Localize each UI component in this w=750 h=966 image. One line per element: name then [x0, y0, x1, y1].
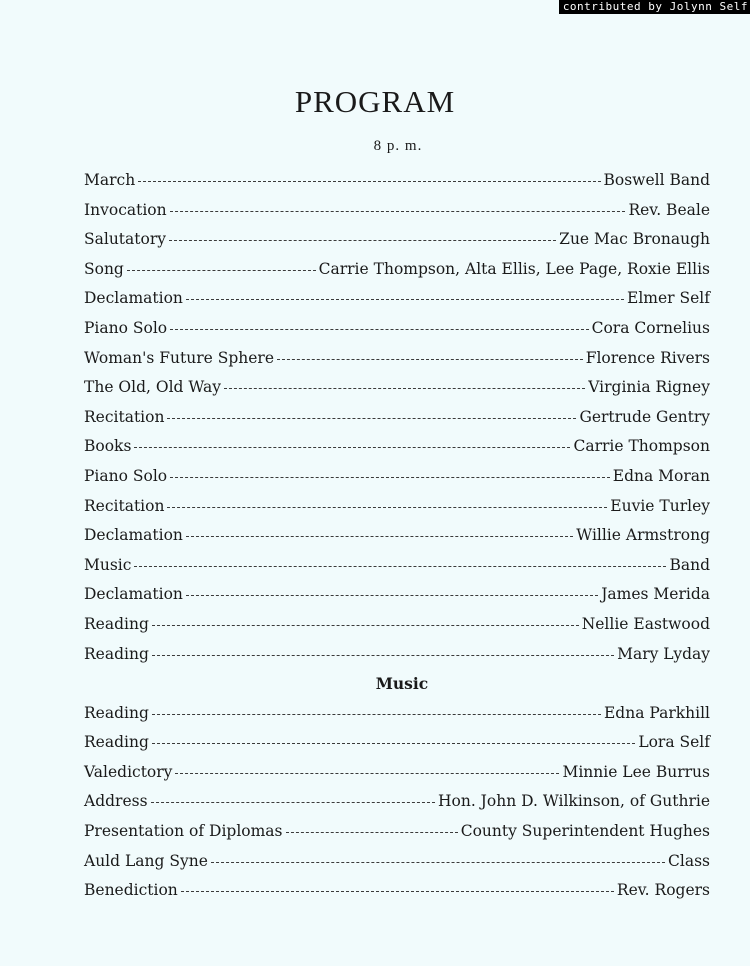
item-label: Reading	[84, 614, 149, 633]
dotted-leader	[186, 299, 624, 300]
item-performer: Minnie Lee Burrus	[562, 762, 710, 781]
item-performer: County Superintendent Hughes	[460, 822, 710, 841]
item-label: Piano Solo	[84, 318, 168, 337]
dotted-leader	[170, 477, 610, 478]
item-performer: Euvie Turley	[610, 496, 710, 515]
dotted-leader	[167, 507, 607, 508]
item-performer: Florence Rivers	[585, 348, 710, 367]
program-item	[84, 585, 710, 615]
item-label: Song	[84, 259, 124, 278]
program-item	[84, 319, 710, 349]
program-item	[84, 230, 710, 260]
program-item	[84, 467, 710, 497]
item-label: Valedictory	[84, 762, 173, 781]
item-performer: Zue Mac Bronaugh	[559, 230, 710, 249]
dotted-leader	[175, 773, 559, 774]
item-label: Salutatory	[84, 230, 166, 249]
item-label: Reading	[84, 703, 149, 722]
item-performer: Gertrude Gentry	[579, 407, 710, 426]
program-item	[84, 763, 710, 793]
item-performer: James Merida	[601, 585, 710, 604]
page-title: PROGRAM	[294, 84, 456, 119]
item-performer: Lora Self	[638, 733, 710, 752]
item-performer: Elmer Self	[627, 289, 710, 308]
dotted-leader	[181, 891, 614, 892]
item-performer: Edna Moran	[612, 466, 710, 485]
item-performer: Mary Lyday	[617, 644, 710, 663]
item-performer: Edna Parkhill	[603, 703, 710, 722]
item-label: Declamation	[84, 526, 183, 545]
dotted-leader	[170, 329, 589, 330]
program-item	[84, 852, 710, 882]
program-item	[84, 289, 710, 319]
dotted-leader	[286, 832, 458, 833]
program-item	[84, 792, 710, 822]
program-time: 8 p. m.	[373, 138, 423, 154]
dotted-leader	[186, 536, 573, 537]
item-performer: Class	[668, 851, 710, 870]
program-item	[84, 260, 710, 290]
dotted-leader	[127, 270, 316, 271]
credit-banner: contributed by Jolynn Self	[559, 0, 750, 14]
dotted-leader	[169, 240, 556, 241]
item-label: Woman's Future Sphere	[84, 348, 275, 367]
item-performer: Rev. Rogers	[616, 881, 710, 900]
program-item	[84, 378, 710, 408]
program-item	[84, 822, 710, 852]
dotted-leader	[170, 211, 626, 212]
item-label: Piano Solo	[84, 466, 168, 485]
item-performer: Carrie Thompson	[573, 437, 710, 456]
item-label: Reading	[84, 644, 149, 663]
program-list	[84, 171, 710, 911]
item-performer: Virginia Rigney	[588, 378, 710, 397]
program-item	[84, 171, 710, 201]
item-label: Recitation	[84, 496, 165, 515]
item-label: March	[84, 171, 136, 189]
program-item	[84, 615, 710, 645]
item-performer: Carrie Thompson, Alta Ellis, Lee Page, Roxie Ellis	[318, 259, 710, 278]
item-label: Books	[84, 437, 132, 456]
section-heading: Music	[375, 674, 429, 694]
item-performer: Nellie Eastwood	[581, 614, 710, 633]
program-item	[84, 201, 710, 231]
program-item	[84, 704, 710, 734]
dotted-leader	[152, 655, 614, 656]
item-performer: Hon. John D. Wilkinson, of Guthrie	[438, 792, 710, 811]
program-item	[84, 881, 710, 911]
item-label: Presentation of Diplomas	[84, 822, 283, 841]
dotted-leader	[138, 181, 600, 182]
dotted-leader	[186, 595, 598, 596]
item-performer: Rev. Beale	[628, 200, 710, 219]
program-item	[84, 349, 710, 379]
item-performer: Willie Armstrong	[576, 526, 710, 545]
program-item	[84, 526, 710, 556]
item-label: Benediction	[84, 881, 178, 900]
program-item	[84, 733, 710, 763]
dotted-leader	[134, 447, 570, 448]
dotted-leader	[151, 802, 435, 803]
dotted-leader	[211, 862, 665, 863]
item-performer: Band	[669, 555, 710, 574]
item-performer: Boswell Band	[603, 171, 710, 189]
dotted-leader	[167, 418, 576, 419]
dotted-leader	[134, 566, 666, 567]
item-label: Auld Lang Syne	[84, 851, 208, 870]
item-label: Declamation	[84, 289, 183, 308]
dotted-leader	[152, 714, 601, 715]
item-label: Reading	[84, 733, 149, 752]
item-performer: Cora Cornelius	[591, 318, 710, 337]
dotted-leader	[152, 743, 635, 744]
item-label: The Old, Old Way	[84, 378, 221, 397]
item-label: Declamation	[84, 585, 183, 604]
dotted-leader	[152, 625, 579, 626]
program-item	[84, 556, 710, 586]
program-item	[84, 497, 710, 527]
item-label: Invocation	[84, 200, 167, 219]
item-label: Recitation	[84, 407, 165, 426]
program-item	[84, 645, 710, 675]
program-item	[84, 437, 710, 467]
item-label: Music	[84, 555, 132, 574]
program-item	[84, 408, 710, 438]
item-label: Address	[84, 792, 148, 811]
dotted-leader	[277, 359, 583, 360]
dotted-leader	[224, 388, 585, 389]
